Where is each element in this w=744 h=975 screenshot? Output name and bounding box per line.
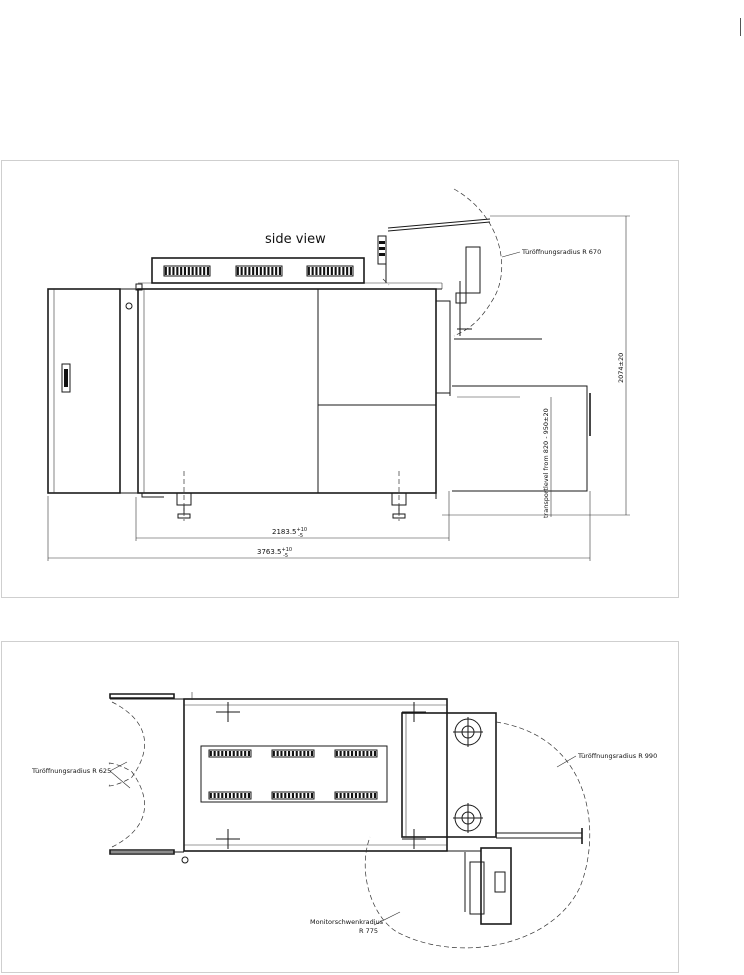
top-vent-slots — [209, 750, 377, 799]
top-view-panel — [1, 641, 679, 973]
monitor-side — [466, 247, 480, 293]
page-edge-mark — [740, 18, 741, 36]
right-panel — [436, 301, 450, 393]
center-marks — [216, 702, 426, 849]
cabinet-hinge-column — [120, 289, 138, 493]
vent-slots — [164, 266, 353, 276]
monitor-radius-label-line1: Monitorschwenkradius — [310, 918, 384, 926]
monitor-unit — [481, 848, 511, 924]
transport-level-label: transportlevel from 820 - 950±20 — [542, 408, 550, 518]
door-swing-arc — [454, 189, 502, 336]
fan-icon — [453, 803, 483, 833]
top-main-body — [184, 699, 447, 851]
left-door-radius-label: Türöffnungsradius R 625 — [32, 767, 112, 775]
right-door-radius-label: Türöffnungsradius R 990 — [578, 752, 658, 760]
side-view-panel — [1, 160, 679, 598]
main-body — [138, 289, 436, 493]
left-cabinet — [48, 289, 120, 493]
total-width-label: $3763.5^{+10}$ -5 — [257, 547, 293, 559]
left-door-top — [110, 694, 174, 698]
foot-right — [392, 471, 406, 521]
side-view-drawing — [2, 161, 680, 599]
fan-icon — [453, 717, 483, 747]
side-view-title: side view — [265, 232, 326, 247]
height-dimension-label: 2074±20 — [617, 352, 625, 383]
left-door-arc-lower — [108, 763, 145, 847]
door-radius-label: Türöffnungsradius R 670 — [522, 248, 602, 256]
transport-level-box — [452, 386, 587, 491]
foot-left — [177, 471, 191, 521]
inner-width-label: $2183.5^{+10}$ -5 — [272, 527, 308, 539]
monitor-radius-label-line2: R 775 — [359, 927, 378, 935]
top-view-drawing — [2, 642, 680, 974]
